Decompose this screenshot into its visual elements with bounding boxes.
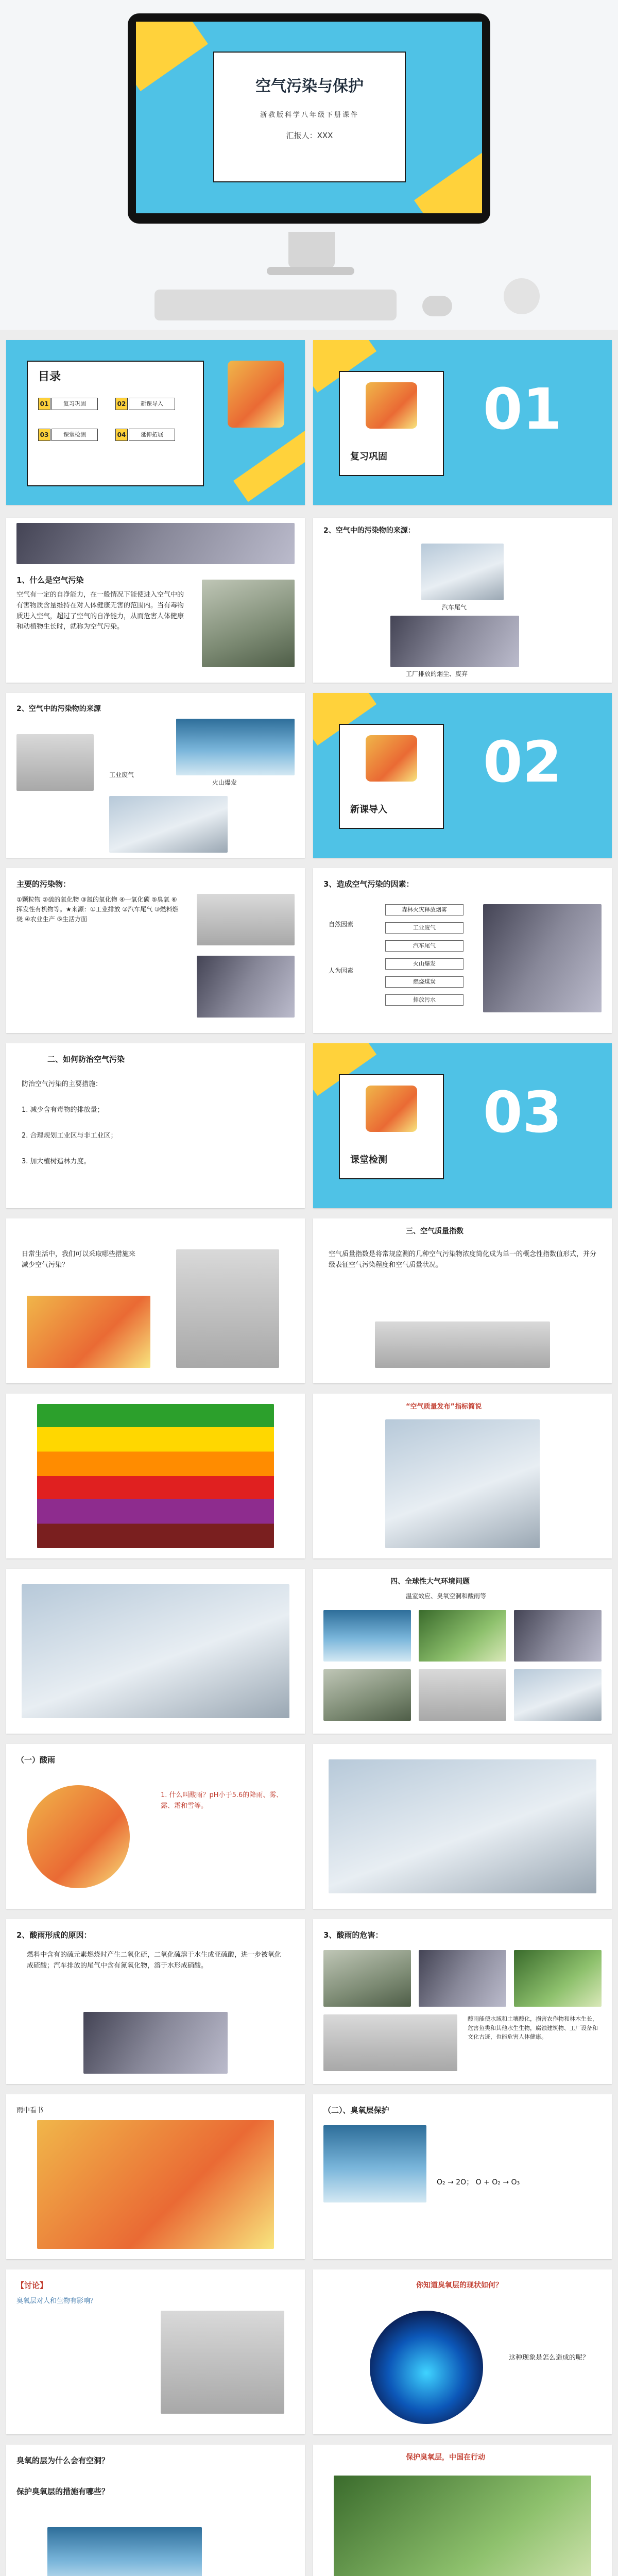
- caption: 工业废气: [109, 771, 134, 778]
- toc-num: 04: [115, 429, 128, 441]
- section-label: 复习巩固: [350, 451, 387, 462]
- slide-acid-rain[interactable]: [6, 1744, 305, 1909]
- factor-item: 火山爆发: [385, 958, 464, 970]
- toc-num: 02: [115, 398, 128, 410]
- slide-subheading: 温室效应、臭氧空洞和酸雨等: [406, 1592, 487, 1600]
- pollution-photo: [202, 580, 295, 667]
- yellow-stripe: [136, 22, 208, 91]
- cartoon-kids-picture: [228, 361, 284, 428]
- slide-heading: 二、如何防治空气污染: [47, 1055, 125, 1064]
- slide-body: 燃料中含有的硫元素燃烧时产生二氧化硫，二氧化硫溶于水生成亚硫酸，进一步被氧化成硫酸；汽车排放的尾气中含有氮氧化物，溶于水形成硝酸。: [27, 1951, 282, 1970]
- chart-image: [197, 894, 295, 945]
- keyboard: [154, 290, 397, 320]
- slide-heading: （一）酸雨: [16, 1755, 56, 1765]
- atmosphere-diagram: [323, 2125, 426, 2202]
- photo: [323, 1950, 411, 2007]
- cover-card: [213, 52, 406, 182]
- cityscape-photo: [109, 796, 228, 853]
- slide-body: 空气质量指数是将常规监测的几种空气污染物浓度简化成为单一的概念性指数值形式，并分级表征空气污染程度和空气质量状况。: [329, 1250, 597, 1269]
- illustration: [176, 1249, 279, 1368]
- hero-cover-mockup: [0, 0, 618, 330]
- cartoon-illustration: [37, 2120, 274, 2249]
- section-card: [339, 1074, 444, 1179]
- slide-body-line: 防治空气污染的主要措施：: [22, 1080, 102, 1088]
- slide-ozone[interactable]: [313, 2094, 612, 2259]
- photo: [514, 1669, 602, 1721]
- mouse: [422, 296, 452, 316]
- slide-heading: 3、造成空气污染的因素：: [323, 879, 414, 889]
- slide-daily-life-question[interactable]: [6, 1218, 305, 1383]
- photo: [323, 1610, 411, 1662]
- natural-factor-label: 自然因素: [329, 921, 354, 928]
- diagram: [47, 2527, 202, 2576]
- caption: 火山爆发: [212, 779, 237, 786]
- factor-item: 森林火灾释放烟雾: [385, 904, 464, 916]
- slide-ozone-hole[interactable]: [313, 2269, 612, 2434]
- slide-heading: 雨中看书: [16, 2107, 44, 2114]
- slide-reading-in-rain[interactable]: [6, 2094, 305, 2259]
- aqi-report-image: [385, 1419, 540, 1548]
- slide-pm-chart[interactable]: [6, 1569, 305, 1734]
- slide-aqi[interactable]: [313, 1218, 612, 1383]
- diagram: [161, 2311, 284, 2414]
- slide-body: 空气有一定的自净能力，在一般情况下能使进入空气中的有害物质含量维持在对人体健康无害的范围内。当有毒物质进入空气，超过了空气的自净能力，从而危害人体健康和动植物生长时，就称为空气污染。: [16, 591, 184, 631]
- slide-body: 酸雨能使水域和土壤酸化，损害农作物和林木生长，危害鱼类和其他水生生物，腐蚀建筑物、工厂设备和文化古迹，也能危害人体健康。: [468, 2015, 598, 2041]
- slide-body-line: 3. 加大植树造林力度。: [22, 1158, 91, 1165]
- slide-sources[interactable]: [313, 518, 612, 683]
- section-label: 课堂检测: [350, 1155, 387, 1165]
- caption: 工厂排放的烟尘、废弃: [406, 670, 468, 677]
- caption: 汽车尾气: [442, 604, 467, 611]
- monitor-stand: [288, 232, 335, 268]
- factor-item: 燃烧煤炭: [385, 976, 464, 988]
- illustration: [334, 2476, 591, 2576]
- section-number: 02: [483, 729, 562, 795]
- question-text: 臭氧层对人和生物有影响？: [16, 2297, 97, 2305]
- slide-heading: 臭氧的层为什么会有空洞？: [16, 2456, 110, 2465]
- slide-ozone-why[interactable]: [6, 2445, 305, 2576]
- section-number: 03: [483, 1079, 562, 1145]
- ozone-equation: O₂ → 2O； O + O₂ → O₃: [437, 2178, 520, 2187]
- slide-ph-chart[interactable]: [313, 1744, 612, 1909]
- slide-heading: 1、什么是空气污染: [16, 575, 84, 585]
- monitor-base: [267, 267, 354, 275]
- photo: [514, 1610, 602, 1662]
- toc-item-test[interactable]: 课堂检测: [52, 429, 98, 441]
- factor-item: 排放污水: [385, 994, 464, 1006]
- slide-heading: 3、酸雨的危害：: [323, 1930, 383, 1940]
- slide-acid-rain-causes[interactable]: [6, 1919, 305, 2084]
- toc-num: 03: [38, 429, 50, 441]
- factor-item: 工业废气: [385, 922, 464, 934]
- photo: [323, 2014, 457, 2071]
- photo: [514, 1950, 602, 2007]
- slide-aqi-indicator[interactable]: [313, 1394, 612, 1558]
- toc-item-review[interactable]: 复习巩固: [52, 398, 98, 410]
- volcano-photo: [176, 719, 295, 775]
- slide-prevention[interactable]: [6, 1043, 305, 1208]
- factory-photo: [390, 616, 519, 667]
- slide-acid-rain-harm[interactable]: [313, 1919, 612, 2084]
- pollution-photo: [483, 904, 602, 1012]
- toc-card: [27, 361, 204, 486]
- aqi-table-image: [375, 1321, 550, 1368]
- slide-body: ①颗粒物 ②硫的氧化物 ③氮的氧化物 ④一氧化碳 ⑤臭氧 ⑥挥发性有机物等。★来源：①工业排放 ②汽车尾气 ③燃料燃烧 ④农业生产 ⑤生活方面: [16, 896, 179, 923]
- yellow-stripe: [414, 153, 482, 213]
- photo: [323, 1669, 411, 1721]
- toc-item-extend[interactable]: 延伸拓展: [129, 429, 175, 441]
- slide-body-line: 1. 减少含有毒物的排放量；: [22, 1106, 104, 1114]
- slide-section-01[interactable]: [313, 340, 612, 505]
- acid-rain-illustration: [27, 1785, 130, 1888]
- slide-section-03[interactable]: [313, 1043, 612, 1208]
- slide-aqi-table[interactable]: [6, 1394, 305, 1558]
- section-label: 新课导入: [350, 804, 387, 815]
- slide-heading: 保护臭氧层，中国在行动: [406, 2453, 485, 2462]
- smoke-stacks-photo: [16, 523, 295, 564]
- slide-heading: 2、酸雨形成的原因：: [16, 1930, 92, 1940]
- car-exhaust-photo: [421, 544, 504, 600]
- section-number: 01: [483, 376, 562, 442]
- smoke-photo: [83, 2012, 228, 2074]
- question-text: 这种现象是怎么造成的呢？: [509, 2354, 590, 2362]
- slide-main-pollutants[interactable]: [6, 868, 305, 1033]
- cover-reporter: 汇报人：XXX: [286, 131, 333, 140]
- section-card: [339, 724, 444, 829]
- slide-heading: （二）、臭氧层保护: [323, 2106, 389, 2115]
- cover-title: 空气污染与保护: [255, 77, 364, 95]
- cartoon-picture: [366, 735, 417, 782]
- ozone-hole-image: [370, 2311, 483, 2424]
- cup: [504, 278, 540, 314]
- slide-heading: 三、空气质量指数: [406, 1227, 464, 1235]
- slide-section-02[interactable]: [313, 693, 612, 858]
- toc-title: 目录: [38, 370, 61, 383]
- toc-num: 01: [38, 398, 50, 410]
- slide-heading: 【讨论】: [16, 2281, 48, 2290]
- pollution-photo: [197, 956, 295, 1018]
- photo: [419, 1610, 506, 1662]
- slide-heading: 主要的污染物：: [16, 879, 71, 889]
- slide-body-line: 2. 合理规划工业区与非工业区；: [22, 1132, 117, 1140]
- cover-subtitle: 浙教版科学八年级下册课件: [260, 111, 359, 119]
- question-text: 保护臭氧层的措施有哪些？: [16, 2487, 110, 2496]
- cartoon-picture: [366, 1086, 417, 1132]
- slide-heading: 2、空气中的污染物的来源: [16, 705, 101, 713]
- pm-line-chart: [22, 1584, 289, 1718]
- industrial-photo: [16, 734, 94, 791]
- slide-body: 1. 什么叫酸雨？pH小于5.6的降雨、雾、露、霜和雪等。: [161, 1791, 283, 1810]
- slide-what-is-pollution[interactable]: [6, 518, 305, 683]
- slide-heading: 2、空气中的污染物的来源：: [323, 527, 415, 535]
- cartoon-picture: [366, 382, 417, 429]
- monitor-frame: [128, 13, 490, 224]
- slide-sources-2[interactable]: [6, 693, 305, 858]
- slide-heading: 你知道臭氧层的现状如何？: [416, 2281, 503, 2290]
- slide-heading: 四、全球性大气环境问题: [390, 1578, 470, 1586]
- slide-china-action[interactable]: [313, 2445, 612, 2576]
- section-card: [339, 371, 444, 476]
- slide-toc[interactable]: [6, 340, 305, 505]
- slide-global-issues[interactable]: [313, 1569, 612, 1734]
- aqi-color-table: [37, 1404, 274, 1548]
- yellow-stripe: [233, 431, 305, 502]
- factor-item: 汽车尾气: [385, 940, 464, 952]
- ph-line-chart: [329, 1759, 596, 1893]
- photo: [419, 1669, 506, 1721]
- human-factor-label: 人为因素: [329, 967, 354, 974]
- kids-masks-picture: [27, 1296, 150, 1368]
- photo: [419, 1950, 506, 2007]
- toc-item-intro[interactable]: 新课导入: [129, 398, 175, 410]
- slide-heading: “空气质量发布”指标简说: [406, 1403, 482, 1411]
- slide-pollution-factors[interactable]: [313, 868, 612, 1033]
- cover-slide[interactable]: [136, 22, 482, 213]
- slide-discussion[interactable]: [6, 2269, 305, 2434]
- question-text: 日常生活中，我们可以采取哪些措施来减少空气污染？: [22, 1250, 136, 1269]
